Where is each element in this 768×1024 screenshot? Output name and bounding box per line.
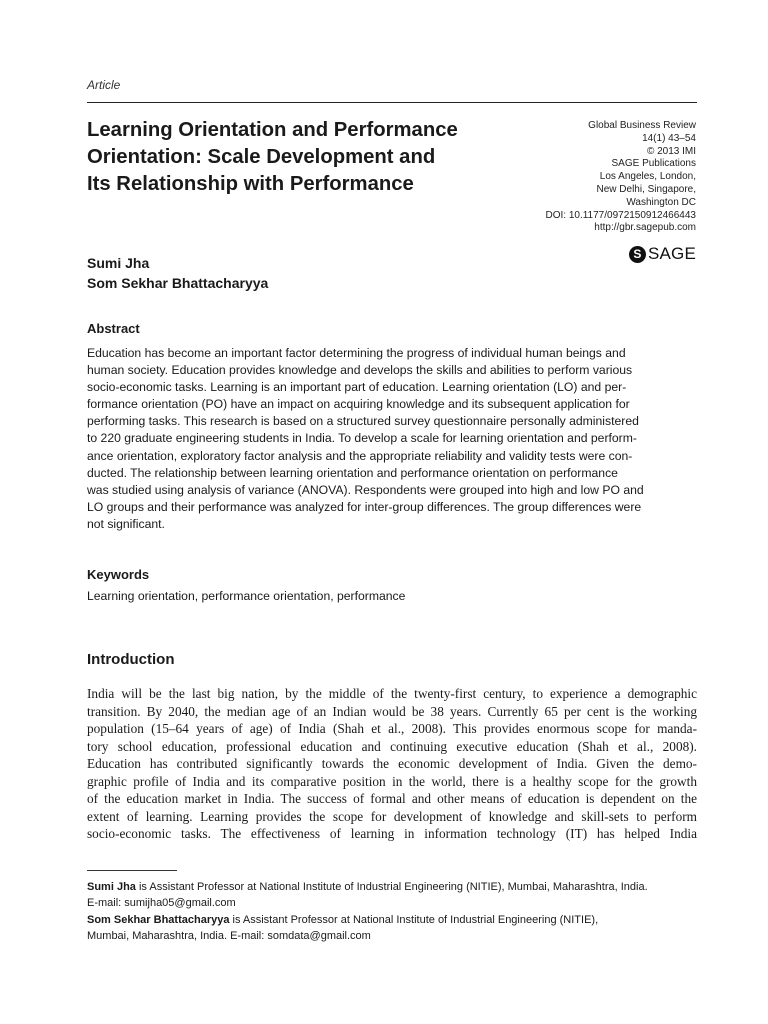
abstract-line: LO groups and their performance was analyzed for inter-group differences. The group differences were [87,499,642,514]
sage-logo-text: SAGE [647,244,696,263]
introduction-text [87,685,697,843]
intro-line: tory school education, professional education and continuing executive education (Shah et al., 2008). [87,738,697,754]
header-rule [87,102,697,103]
journal-metadata [545,120,696,235]
author-list [87,253,268,293]
title-line: Its Relationship with Performance [87,173,414,195]
introduction-heading: Introduction [87,651,175,668]
intro-line: population (15–64 years of age) of India (Shah et al., 2008). This provides enormous scope for manda- [87,721,697,736]
footnote-author-name: Som Sekhar Bhattacharyya [87,913,230,926]
intro-line: India will be the last big nation, by the middle of the twenty-first century, to experience a demographic [87,686,697,701]
keywords-text: Learning orientation, performance orientation, performance [87,589,406,603]
keywords-heading: Keywords [87,567,150,582]
sage-logo [629,244,696,264]
intro-line: transition. By 2040, the median age of an Indian would be 38 years. Currently 65 per cent is the working [87,703,697,719]
intro-line: extent of learning. Learning provides the scope for development of knowledge and skill-sets to perform [87,808,697,824]
footnote-email: E-mail: sumijha05@gmail.com [87,897,236,910]
abstract-line: socio-economic tasks. Learning is an important part of education. Learning orientation (LO) and per- [87,380,627,395]
abstract-line: human society. Education provides knowledge and develops the skills and abilities to perform various [87,363,633,378]
journal-location: New Delhi, Singapore, [596,183,696,195]
footnote-line [87,879,697,895]
author-name: Som Sekhar Bhattacharyya [87,275,269,291]
abstract-line: performing tasks. This research is based on a structured survey questionnaire personally administered [87,414,639,429]
abstract-line: was studied using analysis of variance (ANOVA). Respondents were grouped into high and low PO and [87,482,644,497]
intro-line: Education has contributed significantly towards the economic development of India. Given the demo- [87,756,697,771]
footnote-line [87,912,697,928]
abstract-line: to 220 graduate engineering students in India. To develop a scale for learning orientation and perform- [87,431,637,446]
journal-location: Los Angeles, London, [599,171,696,183]
article-title [87,117,527,198]
journal-volume: 14(1) 43–54 [642,132,696,144]
intro-line: graphic profile of India and its comparative position in the world, there is a healthy scope for the growth [87,773,697,789]
author-name: Sumi Jha [87,255,150,271]
journal-location: Washington DC [626,196,696,208]
abstract-heading: Abstract [87,321,140,336]
abstract-line: ducted. The relationship between learning orientation and performance orientation on performance [87,465,618,480]
footnote-rule [87,870,177,871]
footnote-affiliation: is Assistant Professor at National Institute of Industrial Engineering (NITIE), Mumbai, Maharashtra, India. [135,881,648,893]
intro-line: socio-economic tasks. The effectiveness of learning in information technology (IT) has helped India [87,826,697,841]
journal-url: http://gbr.sagepub.com [594,222,696,234]
footnote-author-name: Sumi Jha [87,881,136,893]
abstract-line: ance orientation, exploratory factor analysis and the appropriate reliability and validity tests were con- [87,448,633,463]
journal-doi: DOI: 10.1177/0972150912466443 [545,209,696,221]
abstract-line: formance orientation (PO) have an impact on acquiring knowledge and its subsequent application for [87,397,630,412]
journal-copyright: © 2013 IMI [646,145,696,157]
intro-line: of the education market in India. The success of formal and other means of education is dependent on the [87,791,697,806]
footnote-email: Mumbai, Maharashtra, India. E-mail: somdata@gmail.com [87,929,371,942]
title-line: Learning Orientation and Performance [87,119,458,141]
footnote-affiliation: is Assistant Professor at National Institute of Industrial Engineering (NITIE), [229,913,599,926]
journal-publisher: SAGE Publications [611,158,696,170]
abstract-line: not significant. [87,516,165,531]
article-type-label: Article [87,78,121,92]
journal-name: Global Business Review [588,120,696,131]
sage-logo-icon: S [629,246,646,263]
author-footnotes [87,879,697,944]
abstract-text [87,345,695,533]
title-line: Orientation: Scale Development and [87,146,436,168]
abstract-line: Education has become an important factor determining the progress of individual human beings and [87,346,626,360]
